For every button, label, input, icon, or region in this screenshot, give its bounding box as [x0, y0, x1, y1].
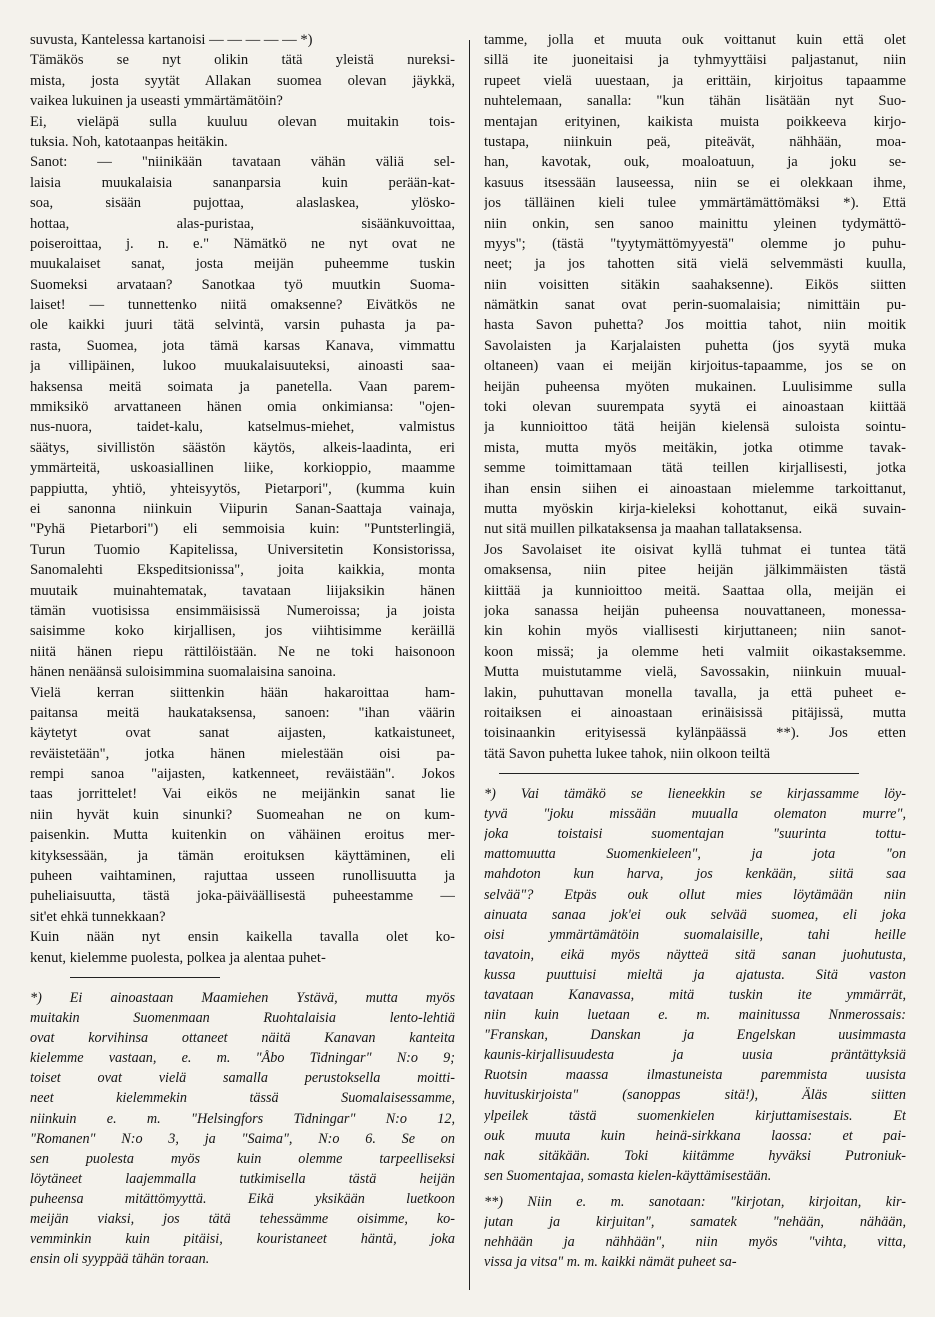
- text-line: kasuus itsessään lauseessa, niin se ei olekkaan ihme,: [484, 174, 906, 191]
- text-line: niinkuin e. m. "Helsingfors Tidningar" N:o 12,: [30, 1110, 455, 1127]
- text-line: ja villipäinen, lukoo muukalaisuuteksi, ainoasti saa-: [30, 358, 455, 375]
- text-line: ei sanonna niinkuin Viipurin Sanan-Saattaja vainaja,: [30, 500, 455, 517]
- text-line: niin kuin luetaan e. m. mainitussa Nnmerossais:: [484, 1007, 906, 1024]
- text-line: Sanot: — "niinikään tavataan vähän väliä sel-: [30, 154, 455, 171]
- text-line: tämän vuotisissa ensimmäisissä Numeroissa; ja joista: [30, 602, 455, 619]
- text-line: tustapa, niinkuin peä, piteävät, nähhään, moa-: [484, 133, 906, 150]
- text-line: vaikea lukuinen ja useasti ymmärtämätöin?: [30, 93, 283, 110]
- text-line: ole kaikki juuri tätä selvintä, varsin puhasta ja pa-: [30, 317, 455, 334]
- text-line: kityksessään, ja tämän eroituksen käyttäminen, eli: [30, 847, 455, 864]
- text-line: vemminkin kuin pitäisi, kouristaneet häntä, joka: [30, 1231, 455, 1248]
- text-line: *) Vai tämäkö se lieneekkin se kirjassamme löy-: [484, 786, 906, 803]
- text-line: puheliaisuutta, tästä joka-päiväällisestä puheestamme —: [30, 888, 455, 905]
- text-line: tyvä "joku missään muualla olematon murre",: [484, 806, 906, 823]
- text-line: löytäneet laajemmalla tutkimisella tästä heijän: [30, 1170, 455, 1187]
- left-body-text: [30, 30, 455, 968]
- text-line: nehhään ja nähhään", niin myös "vihta, vitta,: [484, 1234, 906, 1251]
- text-line: poiseroittaa, j. n. e." Nämätkö ne nyt ovat ne: [30, 235, 455, 252]
- text-line: ihan ensin siihen ei ainoastaan mielemme tarkoittanut,: [484, 480, 906, 497]
- text-line: meijän viaksi, jos tätä tehessämme oisimme, ko-: [30, 1211, 455, 1227]
- text-line: huvituskirjoista" (sanoppas sitä!), Äläs siitten: [484, 1087, 906, 1104]
- text-line: suvusta, Kantelessa kartanoisi — — — — — *): [30, 32, 313, 48]
- left-footnote: [30, 988, 455, 1269]
- text-line: roitaiksen ei ainoastaan erinäisissä pitäjissä, mutta: [484, 704, 906, 721]
- text-line: laisia muukalaisia sananparsia kuin perään-kat-: [30, 174, 455, 191]
- footnote-divider: [70, 977, 220, 978]
- text-line: tätä Savon puhetta lukee tahok, niin olkoon teiltä: [484, 745, 771, 762]
- text-line: laiset! — tunnettenko niitä omaksenne? Eivätkös ne: [30, 297, 455, 314]
- text-line: toiset ovat vielä samalla perustoksella moitti-: [30, 1070, 455, 1087]
- text-line: neet; ja jos tahotten sitä vielä selvemmästi kuulla,: [484, 256, 906, 273]
- text-line: niitä hänen riepu rättilöistään. Ne ne toki haisonoon: [30, 643, 455, 660]
- text-line: puheen vaihtaminen, rajuttaa usseen runollisuutta ja: [30, 868, 455, 885]
- text-line: toisinaankin erityisessä kylänpäässä **). Jos etten: [484, 725, 906, 742]
- text-line: niin hyvät kuin sinunki? Suomeahan ne on kum-: [30, 806, 455, 823]
- text-line: nut sitä muillen pilkataksensa ja maahan tallataksensa.: [484, 521, 803, 538]
- text-line: pappiutta, yhtiö, yhteisyytös, Pietarpori", (kumma kuin: [30, 480, 455, 497]
- text-line: jos tälläinen kieli tulee ymmärtämättömäksi *). Että: [484, 195, 906, 212]
- text-line: kenut, kielemme puolesta, polkea ja alentaa puhet-: [30, 949, 326, 966]
- text-line: han, kavotak, ouk, moaloatuun, ja joku se-: [484, 154, 906, 171]
- text-line: mattomuutta Suomenkieleen", ja jota "on: [484, 846, 906, 863]
- text-line: kin kohin myös viallisesti kirjuttaneen; niin sanot-: [484, 623, 906, 640]
- footnote-divider: [499, 773, 859, 774]
- text-line: nuhtelemaan, sanalla: "kun tähän lisätään nyt Suo-: [484, 93, 906, 110]
- text-line: sit'et ehkä tunnekkaan?: [30, 908, 166, 925]
- text-line: Jos Savolaiset ite oisivat kyllä tuhmat ei tuntea tätä: [484, 541, 906, 558]
- text-line: mista, mutta myös meitäkin, jotka otimme tavak-: [484, 439, 906, 456]
- text-line: mmiksikö arvattaneen hänen omia onkimiansa: "ojen-: [30, 399, 455, 416]
- text-line: "Pyhä Pietarbori") eli semmoisia kuin: "Puntsterlingiä,: [30, 521, 455, 538]
- text-line: kaunis-kirjallisuudesta ja uusia präntättyksiä: [484, 1047, 906, 1064]
- right-footnote-2: [484, 1192, 906, 1272]
- text-line: tavataan Kanavassa, mitä tuskin ite ymmärrät,: [484, 987, 906, 1003]
- text-line: Savolaisten ja Karjalaisten puhetta (jos syytä muka: [484, 337, 906, 354]
- text-line: sillä ite juoneitaisi ja tyhmyyttäisi paljastanut, niin: [484, 52, 906, 69]
- text-line: tamme, jolla et muuta ouk voittanut kuin että olet: [484, 32, 906, 48]
- text-line: omaksensa, niin pitee heijän jälkimmäisten tästä: [484, 562, 906, 579]
- text-line: saisimme koko kirjallisen, jos viihtisimme keräillä: [30, 623, 455, 640]
- text-line: sen Suomentajaa, somasta kielen-käyttämisestään.: [484, 1167, 772, 1184]
- text-line: nak sitäkään. Toki kiitämme hyväksi Putroniuk-: [484, 1147, 906, 1164]
- text-line: muukalaiset sanat, josta meijän puheemme tuskin: [30, 256, 455, 273]
- text-line: sen puolesta myös kuin olemme tarpeelliseksi: [30, 1150, 455, 1167]
- text-line: nämätkin sanat ovat perin-suomalaisia; nimittäin pu-: [484, 297, 906, 314]
- text-line: hänen nenäänsä suloisimmina suomalaisina sanoina.: [30, 664, 336, 681]
- text-line: mentajan erityinen, kaikista muista poikkeeva kirjo-: [484, 113, 906, 130]
- text-line: mutta myöskin kirja-kieleksi kohottanut, eikä suvain-: [484, 500, 906, 517]
- text-line: soa, sisään pujottaa, alaslaskea, ylösko-: [30, 195, 455, 212]
- text-line: *) Ei ainoastaan Maamiehen Ystävä, mutta myös: [30, 989, 455, 1006]
- text-line: rempi sanoa "aijasten, katkenneet, reväistään". Jokos: [30, 766, 455, 783]
- right-body-text: [484, 30, 906, 764]
- text-line: ja kunnioittoo tätä heijän kielensä suloista sointu-: [484, 419, 906, 436]
- text-line: Ei, vieläpä sulla kuuluu olevan muitakin tois-: [30, 113, 455, 130]
- text-line: "Romanen" N:o 3, ja "Saima", N:o 6. Se on: [30, 1130, 455, 1147]
- text-line: toki olevan suurempata syytä ei ainoastaan kiittää: [484, 399, 906, 416]
- text-line: haksensa meitä soimata ja panetella. Vaan parem-: [30, 378, 455, 395]
- text-line: muutaik muinahtematak, tavataan liijaksikin hänen: [30, 582, 455, 599]
- text-line: puheensa mitättömyyttä. Eikä yksikään luetkoon: [30, 1190, 455, 1207]
- text-line: Kuin nään nyt ensin kaikella tavalla olet ko-: [30, 929, 455, 946]
- text-line: muitakin Suomenmaan Ruohtalaisia lento-lehtiä: [30, 1010, 455, 1027]
- text-line: Vielä kerran siittenkin hään hakaroittaa ham-: [30, 684, 455, 701]
- text-line: hottaa, alas-puristaa, sisäänkuvoittaa,: [30, 215, 455, 232]
- text-line: niin voisitten sitäkin saahaksenne). Eikös siitten: [484, 276, 906, 293]
- text-line: oltaneen) vaan ei meijän kirjoitus-tapaamme, jos se on: [484, 358, 906, 375]
- text-line: kielemme vastaan, e. m. "Åbo Tidningar" N:o 9;: [30, 1050, 455, 1067]
- text-line: koon missä; ja olemme heti valmiit oikastaksemme.: [484, 643, 906, 660]
- text-line: kiittää ja kunnioittoo meitä. Saattaa olla, meijän ei: [484, 582, 906, 599]
- text-line: lakin, puhuttavan monella tavalla, ja että puheet e-: [484, 684, 906, 701]
- text-line: Sanomalehti Ekspeditsionissa", joita kaikkia, monta: [30, 562, 455, 579]
- text-line: selvää"? Etpäs ouk ollut mies löytämään niin: [484, 886, 906, 903]
- text-line: tuksia. Noh, katotaanpas heitäkin.: [30, 133, 228, 150]
- text-line: "Franskan, Danskan ja Engelskan uusimmasta: [484, 1027, 906, 1044]
- text-line: nus-nuora, taidet-kalu, katselmus-miehet, valmistus: [30, 419, 455, 436]
- text-line: rasta, Suomea, jota tämä karsas Kanava, vimmattu: [30, 337, 455, 354]
- text-line: joka sanassa heijän puheensa nouvattaneen, monessa-: [484, 602, 906, 619]
- text-line: rupeet vielä uuestaan, ja erittäin, kirjoitus tapaamme: [484, 72, 906, 89]
- text-line: kussa puuttuisi mieltä ja ajatusta. Sitä vaston: [484, 966, 906, 983]
- right-column: [484, 30, 906, 1272]
- text-line: käytetyt ovat sanat aijasten, katkaistuneet,: [30, 725, 455, 742]
- text-line: Ruotsin maassa ilmastuneista paremmista uusista: [484, 1067, 906, 1084]
- text-line: heijän puheensa myöten mukainen. Luulisimme sulla: [484, 378, 906, 395]
- column-divider: [469, 40, 470, 1290]
- text-line: Tämäkös se nyt olikin tätä yleistä nureksi-: [30, 52, 455, 69]
- text-line: ainuata sanaa jok'ei ouk selvää suomea, eli joka: [484, 906, 906, 923]
- text-line: hasta Savon puhetta? Jos moittia tahot, niin moitik: [484, 317, 906, 334]
- text-line: säätys, sivillistön säästön käytös, alkeis-laadinta, eri: [30, 439, 455, 456]
- text-line: Turun Tuomio Kapitelissa, Universitetin Konsistorissa,: [30, 541, 455, 558]
- text-line: **) Niin e. m. sanotaan: "kirjotan, kirjoitan, kir-: [484, 1193, 906, 1210]
- text-line: mahdoton kun harva, jos kenkään, siitä saa: [484, 866, 906, 883]
- left-column: [30, 30, 455, 1269]
- text-line: vissa ja vitsa" m. m. kaikki nämät puheet sa-: [484, 1254, 737, 1271]
- text-line: Mutta muistutamme vielä, Savossakin, niinkuin muual-: [484, 664, 906, 681]
- text-line: ovat korvihinsa ottaneet näitä Kanavan kanteita: [30, 1030, 455, 1047]
- text-line: paitansa meitä haukataksensa, sanoen: "ihan väärin: [30, 704, 455, 721]
- text-line: niin onkin, sen sanoo mainittu yleinen tydymättö-: [484, 215, 906, 232]
- text-line: mista, josta syytät Allakan suomea olevan jäykkä,: [30, 72, 455, 89]
- right-footnote-1: [484, 784, 906, 1186]
- text-line: ouk muuta kuin heinä-sirkkana laossa: et pai-: [484, 1127, 906, 1144]
- text-line: paisenkin. Mutta kuitenkin on vähäinen eroitus mer-: [30, 827, 455, 844]
- text-line: ymmärteitä, uskoasiallinen liike, korkioppio, maamme: [30, 460, 455, 477]
- text-line: myys"; (tästä "tyytymättömyyestä" olemme jo puhu-: [484, 235, 906, 252]
- text-line: semme toimittamaan tätä teillen kirjallisesti, jotka: [484, 460, 906, 477]
- text-line: reväistetään", jotka hänen mielestään oisi pa-: [30, 745, 455, 762]
- text-line: ensin oli syyppää tähän toraan.: [30, 1251, 210, 1268]
- text-line: oisi ymmärtämätöin suomalaisille, tahi heille: [484, 926, 906, 943]
- text-line: Suomeksi arvataan? Sanotkaa työ muutkin Suoma-: [30, 276, 455, 293]
- text-line: ylpeilek tästä suomenkielen kirjuttamisestais. Et: [484, 1107, 906, 1124]
- text-line: tavatoin, eikä myös näytteä sitä sanan juohutusta,: [484, 946, 906, 963]
- text-line: joka toistaisi suomentajan "suurinta tottu-: [484, 826, 906, 843]
- text-line: neet kielemmekin tässä Suomalaisessamme,: [30, 1090, 455, 1107]
- text-line: jutan ja kirjuitan", samatek "nehään, nähään,: [484, 1214, 906, 1231]
- text-line: taas jorrittelet! Vai eikös ne meijänkin sanat lie: [30, 786, 455, 803]
